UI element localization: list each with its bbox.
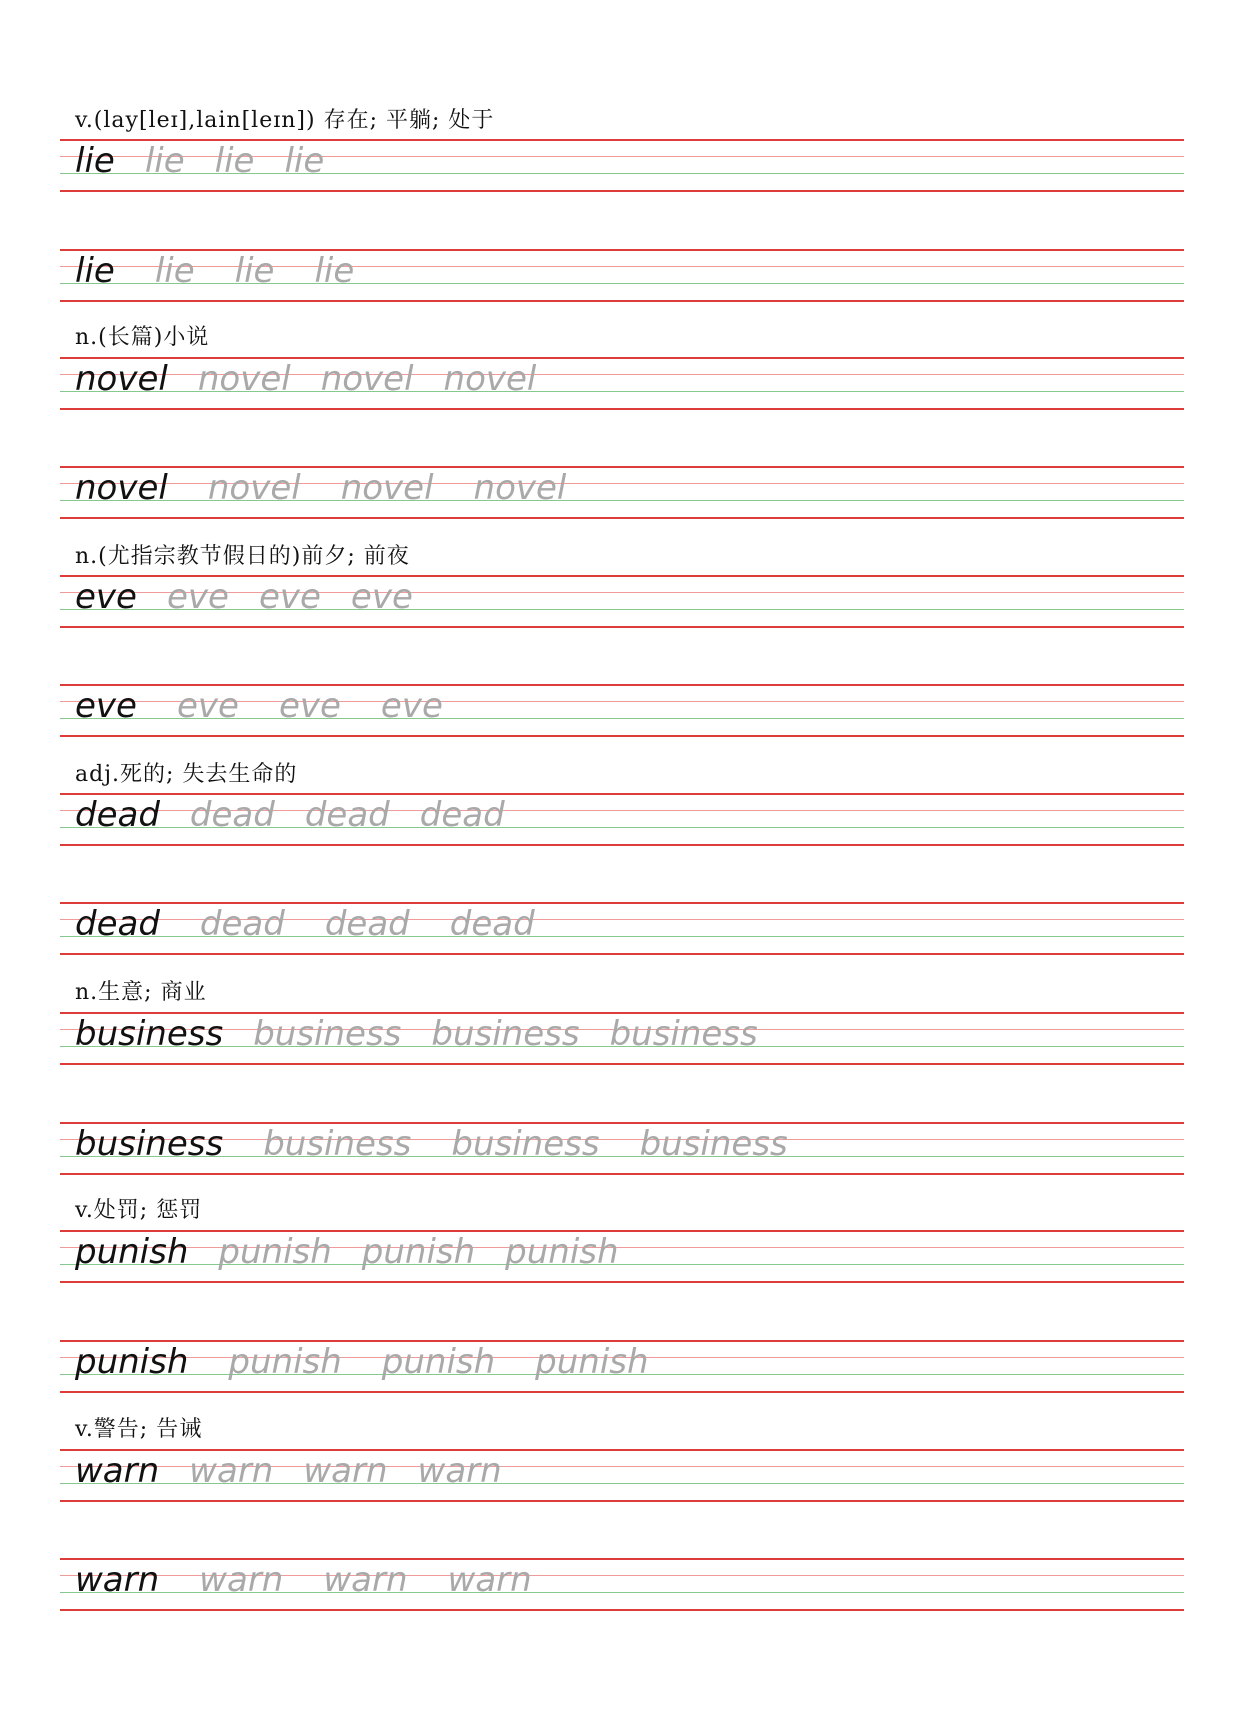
word-group [75,684,443,728]
trace-word: novel [197,359,291,399]
trace-word: business [263,1124,412,1164]
guide-line-bottom [60,1609,1184,1611]
trace-word: business [609,1014,758,1054]
trace-word: lie [314,251,355,291]
guide-line-bottom [60,1500,1184,1502]
guide-line-bottom [60,300,1184,302]
word-group [75,1340,649,1384]
trace-word: dead [324,904,410,944]
trace-word: lie [234,251,275,291]
model-word: dead [75,904,160,944]
definition-5: n.生意; 商业 [75,980,207,1005]
trace-word: novel [443,359,537,399]
trace-word: dead [419,795,505,835]
writing-row-4b [60,902,1184,954]
trace-word: warn [189,1451,274,1491]
trace-word: business [431,1014,580,1054]
word-group [75,249,354,293]
word-group [75,139,324,183]
writing-row-3a [60,575,1184,627]
trace-word: novel [320,359,414,399]
writing-row-4a [60,793,1184,845]
trace-word: dead [449,904,535,944]
writing-row-5b [60,1122,1184,1174]
guide-line-bottom [60,844,1184,846]
word-group [75,793,505,837]
trace-word: eve [278,686,341,726]
trace-word: eve [176,686,239,726]
model-word: eve [75,577,137,617]
trace-word: warn [303,1451,388,1491]
model-word: novel [75,468,168,508]
model-word: lie [75,141,115,181]
word-group [75,1558,532,1602]
model-word: warn [75,1451,160,1491]
trace-word: punish [228,1342,342,1382]
writing-row-2b [60,466,1184,518]
writing-row-6b [60,1340,1184,1392]
writing-row-3b [60,684,1184,736]
trace-word: punish [535,1342,649,1382]
model-word: dead [75,795,160,835]
trace-word: dead [189,795,275,835]
trace-word: eve [258,577,321,617]
guide-line-bottom [60,1391,1184,1393]
guide-line-bottom [60,408,1184,410]
definition-7: v.警告; 告诫 [75,1417,203,1442]
trace-word: business [451,1124,600,1164]
trace-word: dead [304,795,390,835]
writing-row-6a [60,1230,1184,1282]
word-group [75,1122,788,1166]
model-word: punish [75,1232,189,1272]
guide-line-bottom [60,1281,1184,1283]
model-word: novel [75,359,168,399]
model-word: business [75,1124,224,1164]
guide-line-bottom [60,517,1184,519]
model-word: business [75,1014,224,1054]
guide-line-bottom [60,626,1184,628]
model-word: lie [75,251,115,291]
word-group [75,575,413,619]
guide-line-bottom [60,953,1184,955]
trace-word: punish [381,1342,496,1382]
trace-word: novel [473,468,567,508]
model-word: warn [75,1560,160,1600]
writing-row-1b [60,249,1184,301]
guide-line-bottom [60,1063,1184,1065]
definition-4: adj.死的; 失去生命的 [75,762,298,787]
writing-row-5a [60,1012,1184,1064]
trace-word: lie [214,141,255,181]
trace-word: eve [380,686,443,726]
definition-2: n.(长篇)小说 [75,325,210,350]
definition-3: n.(尤指宗教节假日的)前夕; 前夜 [75,544,410,569]
writing-row-7a [60,1449,1184,1501]
word-group [75,466,566,510]
writing-row-1a [60,139,1184,191]
trace-word: novel [207,468,301,508]
trace-word: warn [199,1560,284,1600]
trace-word: warn [417,1451,502,1491]
writing-row-7b [60,1558,1184,1610]
word-group [75,902,535,946]
trace-word: lie [154,251,195,291]
guide-line-bottom [60,190,1184,192]
word-group [75,1012,758,1056]
model-word: punish [75,1342,189,1382]
trace-word: eve [166,577,229,617]
trace-word: eve [350,577,413,617]
trace-word: lie [284,141,325,181]
trace-word: punish [218,1232,332,1272]
trace-word: punish [361,1232,476,1272]
model-word: eve [75,686,137,726]
definition-6: v.处罚; 惩罚 [75,1198,203,1223]
trace-word: warn [323,1560,408,1600]
guide-line-bottom [60,1173,1184,1175]
trace-word: punish [505,1232,619,1272]
trace-word: novel [340,468,434,508]
word-group [75,1449,502,1493]
word-group [75,357,536,401]
trace-word: warn [447,1560,532,1600]
trace-word: business [253,1014,402,1054]
trace-word: business [639,1124,788,1164]
trace-word: lie [144,141,185,181]
definition-1: v.(lay[leɪ],lain[leɪn]) 存在; 平躺; 处于 [75,108,495,133]
trace-word: dead [199,904,285,944]
guide-line-bottom [60,735,1184,737]
writing-row-2a [60,357,1184,409]
word-group [75,1230,619,1274]
